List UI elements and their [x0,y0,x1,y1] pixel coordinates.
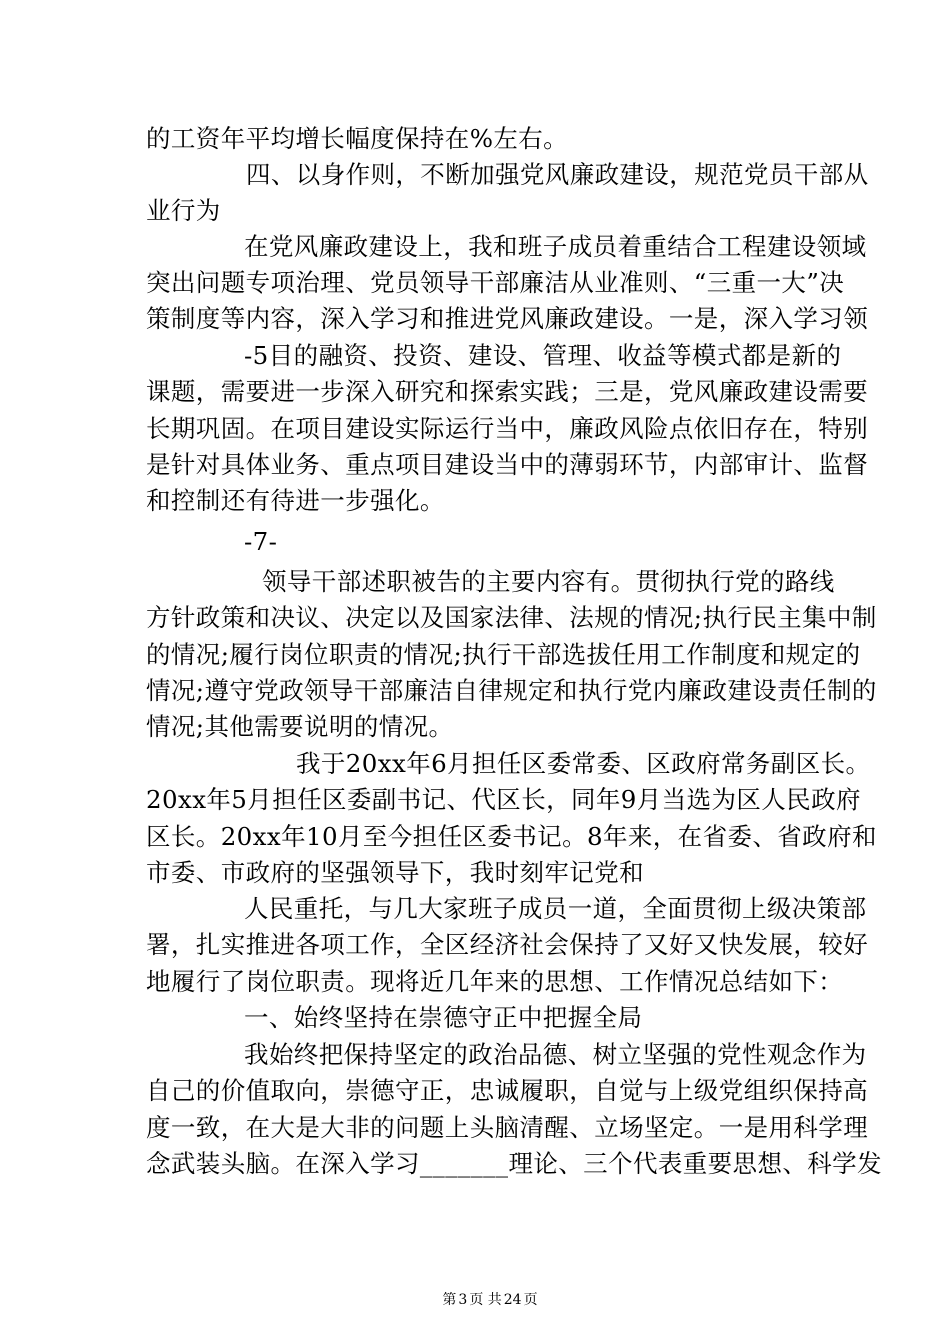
text-line: 我始终把保持坚定的政治品德、树立坚强的党性观念作为 [244,1040,867,1069]
text-line: 人民重托，与几大家班子成员一道，全面贯彻上级决策部 [244,894,867,923]
text-line: 署，扎实推进各项工作，全区经济社会保持了又好又快发展，较好 [146,930,869,959]
text-line: 策制度等内容，深入学习和推进党风廉政建设。一是，深入学习领 [146,304,869,333]
text-line: 念武装头脑。在深入学习_______理论、三个代表重要思想、科学发 [146,1149,882,1178]
text-line: 20xx年5月担任区委副书记、代区长，同年9月当选为区人民政府 [146,785,861,814]
text-line: 长期巩固。在项目建设实际运行当中，廉政风险点依旧存在，特别 [146,414,869,443]
section-heading: 一、始终坚持在崇德守正中把握全局 [244,1003,643,1032]
page-suffix: 页 [523,1292,538,1308]
text-line: 自己的价值取向，崇德守正，忠诚履职，自觉与上级党组织保持高 [146,1076,869,1105]
text-line: 和控制还有待进一步强化。 [146,486,445,515]
page-middle: 页 共 [469,1292,502,1308]
page-prefix: 第 [442,1292,457,1308]
text-line: 业行为 [146,196,221,225]
text-line: 的情况;履行岗位职责的情况;执行干部选拔任用工作制度和规定的 [146,640,861,669]
section-heading: 四、以身作则，不断加强党风廉政建设，规范党员干部从 [246,160,869,189]
text-line: 度一致，在大是大非的问题上头脑清醒、立场坚定。一是用科学理 [146,1113,869,1142]
text-line: 市委、市政府的坚强领导下，我时刻牢记党和 [146,858,644,887]
page-marker: -7- [244,527,278,556]
text-line: 情况;遵守党政领导干部廉洁自律规定和执行党内廉政建设责任制的 [146,676,877,705]
text-line: -5目的融资、投资、建设、管理、收益等模式都是新的 [244,341,842,370]
text-line: 在党风廉政建设上，我和班子成员着重结合工程建设领域 [244,232,867,261]
text-line: 是针对具体业务、重点项目建设当中的薄弱环节，内部审计、监督 [146,450,869,479]
text-line: 突出问题专项治理、党员领导干部廉洁从业准则、“三重一大”决 [146,268,845,297]
text-line: 情况;其他需要说明的情况。 [146,712,454,741]
text-line: 方针政策和决议、决定以及国家法律、法规的情况;执行民主集中制 [146,603,877,632]
text-line: 区长。20xx年10月至今担任区委书记。8年来，在省委、省政府和 [146,822,877,851]
current-page-number: 3 [458,1292,468,1308]
text-line: 课题，需要进一步深入研究和探索实践；三是，党风廉政建设需要 [146,377,869,406]
text-line: 的工资年平均增长幅度保持在%左右。 [146,124,569,153]
total-pages-number: 24 [503,1292,522,1308]
text-line: 领导干部述职被告的主要内容有。贯彻执行党的路线 [262,567,835,596]
text-line: 我于20xx年6月担任区委常委、区政府常务副区长。 [296,749,871,778]
text-line: 地履行了岗位职责。现将近几年来的思想、工作情况总结如下： [146,967,844,996]
page-footer [0,1291,950,1309]
